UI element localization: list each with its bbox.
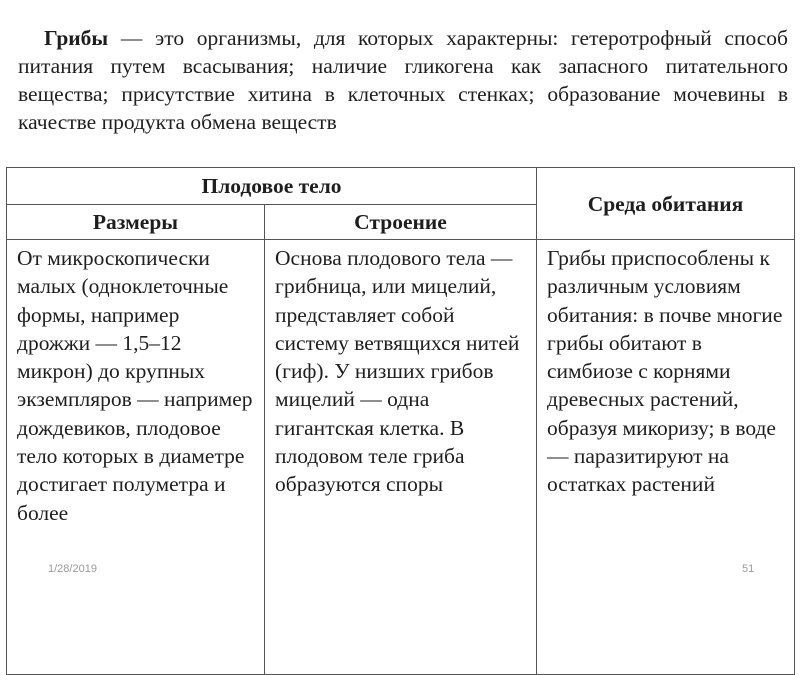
- fungi-table: [6, 167, 795, 675]
- cell-sizes: От микроскопически малых (одноклеточные формы, например дрожжи — 1,5–12 микрон) до крупных экземпляров — например дождевиков, плодовое тело которых в диаметре достигает полуметра и более: [7, 240, 265, 675]
- intro-term: Грибы: [44, 26, 109, 50]
- cell-structure: Основа плодового тела — грибница, или мицелий, представляет собой систему ветвящихся нитей (гиф). У низших грибов мицелий — одна гигантская клетка. В плодовом теле гриба образуются споры: [265, 240, 537, 675]
- intro-paragraph: [18, 24, 788, 136]
- header-structure: Строение: [265, 205, 537, 240]
- table-row: [7, 240, 795, 675]
- intro-text: — это организмы, для которых характерны: гетеротрофный способ питания путем всасывания; наличие гликогена как запасного питательного вещества; присутствие хитина в клеточных стенках; образование мочевины в качестве продукта обмена веществ: [18, 26, 788, 134]
- header-habitat: Среда обитания: [537, 168, 795, 240]
- slide-date: 1/28/2019: [48, 563, 97, 575]
- header-sizes: Размеры: [7, 205, 265, 240]
- header-fruit-body: Плодовое тело: [7, 168, 537, 205]
- table-header-row: [7, 168, 795, 205]
- cell-habitat: Грибы приспособлены к различным условиям обитания: в почве многие грибы обитают в симбиозе с корнями древесных растений, образуя микоризу; в воде — паразитируют на остатках растений: [537, 240, 795, 675]
- slide-page-number: 51: [742, 563, 755, 575]
